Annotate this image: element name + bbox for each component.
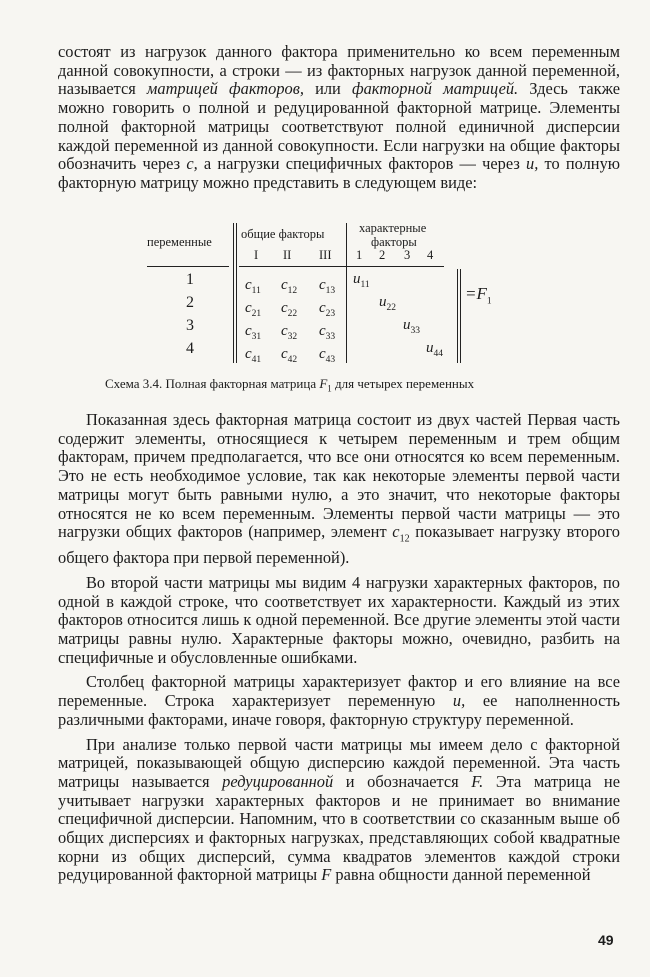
p4-text-c: Эта матрица не учитывает нагрузки характерных факторов и не принимает во внимание специфичной дисперсии. Напомним, что в соответствии со сказанным выше об общих дисперсиях и факторных нагрузках, представляющих собой квадратные корни из общих дисперсий, сумма квадратов элементов каждой строки редуцированной факторной матрицы: [58, 771, 620, 885]
result-subscript: 1: [486, 296, 492, 307]
matrix-cell-c22-base: c: [281, 300, 288, 316]
matrix-cell-c42: [281, 346, 297, 365]
matrix-cell-c41-base: c: [245, 346, 252, 362]
matrix-cell-c13-base: c: [319, 277, 326, 293]
header-variables: переменные: [147, 235, 212, 249]
divider-right-2: [460, 269, 461, 363]
matrix-cell-c23-subscript: 23: [325, 309, 336, 319]
matrix-cell-c11-base: c: [245, 277, 252, 293]
matrix-cell-u22-subscript: 22: [386, 303, 396, 313]
matrix-cell-u44-base: u: [426, 340, 434, 356]
matrix-cell-u33: [403, 317, 420, 336]
matrix-cell-c32: [281, 323, 297, 342]
matrix-cell-c23: [319, 300, 335, 319]
p4-symbol-2: F: [321, 865, 332, 885]
p3-text-a: Столбец факторной матрицы характеризует фактор и его влияние на все переменные. Строка характеризует переменную: [58, 672, 620, 711]
header-rule-2: [239, 266, 444, 267]
row-number-3: 3: [186, 317, 194, 334]
p3-symbol: u,: [452, 691, 466, 711]
matrix-cell-u44-subscript: 44: [433, 349, 443, 359]
header-rule: [147, 266, 229, 267]
intro-text-2: или: [303, 79, 352, 99]
matrix-cell-u11-subscript: 11: [360, 280, 370, 290]
divider-left-2: [236, 223, 237, 363]
row-number-4: 4: [186, 340, 194, 357]
common-header-3: III: [319, 248, 332, 262]
matrix-cell-c33: [319, 323, 335, 342]
p1-subscript: 12: [399, 533, 410, 545]
header-characteristic-2: факторы: [371, 235, 417, 249]
divider-right-1: [457, 269, 458, 363]
factor-matrix-scheme: [147, 221, 507, 369]
matrix-cell-c31-base: c: [245, 323, 252, 339]
header-common-factors: общие факторы: [241, 227, 325, 241]
matrix-cell-c33-base: c: [319, 323, 326, 339]
matrix-cell-c41-subscript: 41: [251, 355, 262, 365]
matrix-cell-u44: [426, 340, 443, 359]
p4-text-a: При анализе только первой части матрицы мы имеем дело с факторной матрицей, показывающей общую дисперсию каждой переменной. Эта часть матрицы называется: [58, 734, 620, 791]
page-number: 49: [598, 932, 614, 948]
term-factor-matrix-2: факторной матрицей.: [351, 79, 519, 99]
char-header-2: 2: [379, 248, 386, 262]
intro-text-1: состоят из нагрузок данного фактора применительно ко всем переменным данной совокупности, а строки — из факторных нагрузок данной переменной, называется: [58, 42, 620, 99]
paragraph-3: [58, 673, 620, 729]
p4-text-d: равна общности данной переменной: [331, 865, 591, 885]
caption-subscript: 1: [327, 383, 332, 394]
matrix-cell-c43-base: c: [319, 346, 326, 362]
intro-paragraph: [58, 43, 620, 193]
matrix-cell-u22-base: u: [379, 294, 387, 310]
symbol-c: c,: [186, 154, 198, 174]
common-header-1: I: [254, 248, 259, 262]
row-number-1: 1: [186, 271, 194, 288]
matrix-cell-c43-subscript: 43: [325, 355, 336, 365]
matrix-cell-c21-subscript: 21: [251, 309, 262, 319]
char-header-4: 4: [427, 248, 434, 262]
matrix-cell-c41: [245, 346, 261, 365]
paragraph-2: Во второй части матрицы мы видим 4 нагрузки характерных факторов, по одной в каждой строке, что соответствует их характерности. Каждый из этих факторов относится лишь к одной переменной. Все другие элементы этой части матрицы равны нулю. Характерные факторы можно, очевидно, разбить на специфичные и обусловленные ошибками.: [58, 572, 620, 667]
matrix-cell-c22-subscript: 22: [287, 309, 298, 319]
term-reduced: редуцированной: [222, 771, 334, 791]
matrix-cell-u11-base: u: [353, 271, 361, 287]
result-f1: [465, 284, 492, 306]
caption-text: Схема 3.4. Полная факторная матрица: [105, 376, 320, 391]
matrix-cell-c22: [281, 300, 297, 319]
divider-middle: [346, 223, 347, 363]
intro-text-4: а нагрузки специфичных факторов — через: [197, 154, 527, 174]
matrix-cell-c31: [245, 323, 261, 342]
matrix-cell-c12-subscript: 12: [287, 286, 298, 296]
caption-tail: для четырех переменных: [331, 376, 475, 391]
matrix-cell-c42-subscript: 42: [287, 355, 298, 365]
matrix-cell-c12-base: c: [281, 277, 288, 293]
p1-symbol: c: [392, 522, 400, 542]
p1-text-b: показывает нагрузку второго общего фактора при первой переменной).: [58, 522, 620, 568]
intro-text-3: Здесь также можно говорить о полной и редуцированной факторной матрице. Элементы полной факторной матрицы соответствуют полной единичной дисперсии каждой переменной из данной совокупности. Если нагрузки на общие факторы обозначить через: [58, 79, 620, 174]
matrix-cell-u22: [379, 294, 396, 313]
caption-symbol: F: [319, 376, 328, 391]
matrix-cell-u33-subscript: 33: [410, 326, 420, 336]
matrix-cell-c42-base: c: [281, 346, 288, 362]
char-header-1: 1: [356, 248, 363, 262]
term-factor-matrix: матрицей факторов,: [146, 79, 304, 99]
p4-symbol: F.: [471, 771, 484, 791]
symbol-u: u,: [526, 154, 539, 174]
row-number-2: 2: [186, 294, 194, 311]
intro-block: [58, 43, 620, 193]
p3-text-b: ее наполненность различными факторами, иначе говоря, факторную структуру переменной.: [58, 691, 620, 729]
intro-text-5: то полную факторную матрицу можно представить в следующем виде:: [58, 154, 621, 192]
char-header-3: 3: [404, 248, 411, 262]
p1-text-a: Показанная здесь факторная матрица состоит из двух частей Первая часть содержит элементы, относящиеся к четырем переменным и трем общим факторам, причем предполагается, что все они относятся ко всем переменным. Это не есть необходимое условие, так как некоторые элементы первой части матрицы могут быть равными нулю, а это значит, что некоторые факторы относятся не ко всем переменным. Элементы первой части матрицы — это нагрузки общих факторов (например, элемент: [58, 410, 620, 542]
matrix-cell-u33-base: u: [403, 317, 411, 333]
paragraph-1: [58, 411, 620, 568]
matrix-cell-c11-subscript: 11: [251, 286, 261, 296]
divider-left-1: [233, 223, 234, 363]
result-symbol: =F: [465, 284, 487, 303]
matrix-cell-c11: [245, 277, 261, 296]
header-characteristic-1: характерные: [359, 221, 427, 235]
common-header-2: II: [283, 248, 292, 262]
p4-text-b: и обозначается: [333, 771, 472, 791]
matrix-cell-u11: [353, 271, 370, 290]
matrix-cell-c13-subscript: 13: [325, 286, 336, 296]
matrix-cell-c13: [319, 277, 335, 296]
matrix-cell-c32-subscript: 32: [287, 332, 298, 342]
matrix-cell-c32-base: c: [281, 323, 288, 339]
matrix-cell-c21: [245, 300, 261, 319]
matrix-cell-c21-base: c: [245, 300, 252, 316]
scheme-caption: [105, 376, 474, 394]
matrix-cell-c31-subscript: 31: [251, 332, 262, 342]
matrix-cell-c12: [281, 277, 297, 296]
matrix-cell-c23-base: c: [319, 300, 326, 316]
paragraph-4: [58, 736, 620, 886]
matrix-cell-c43: [319, 346, 335, 365]
body-text: [58, 411, 620, 885]
matrix-cell-c33-subscript: 33: [325, 332, 336, 342]
